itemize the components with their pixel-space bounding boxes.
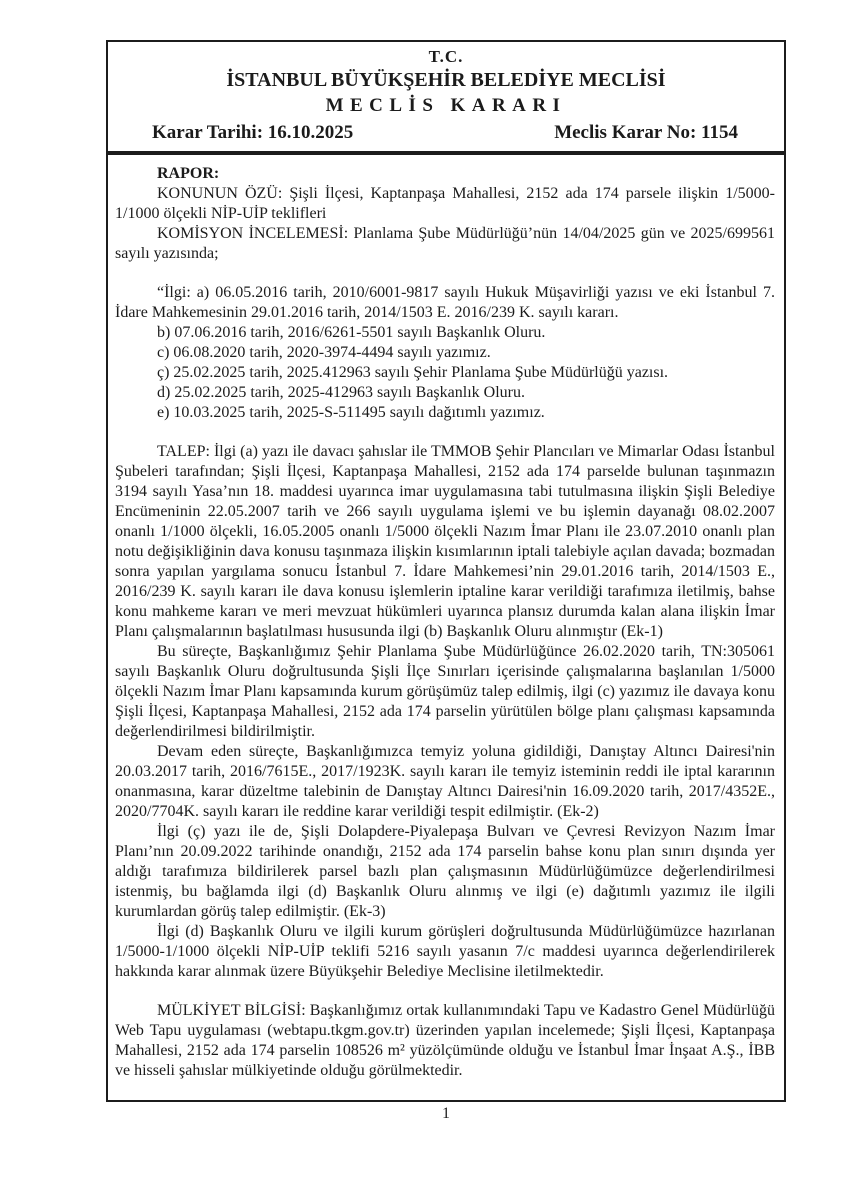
- paragraph-surec-danistay: Devam eden süreçte, Başkanlığımızca temyiz yoluna gidildiği, Danıştay Altıncı Dairesi'nin 20.03.2017 tarih, 2016/7615E., 2017/1923K. sayılı kararı ile temyiz isteminin reddi ile iptal kararının onanmasına, karar düzeltme talebinin de Danıştay Altıncı Dairesi'nin 16.09.2020 tarih, 2017/4352E., 2020/7704K. sayılı kararı ile reddine karar verildiği tespit edilmiştir. (Ek-2): [115, 743, 775, 820]
- paragraph-ilgi-d-olur: İlgi (d) Başkanlık Oluru ve ilgili kurum görüşleri doğrultusunda Müdürlüğümüzce hazırlanan 1/5000-1/1000 ölçekli NİP-UİP teklifi 5216 sayılı yasanın 7/c maddesi uyarınca değerlendirilerek hakkında karar alınmak üzere Büyükşehir Belediye Meclisine iletilmektedir.: [115, 923, 775, 980]
- paragraph-komisyon-incelemesi: KOMİSYON İNCELEMESİ: Planlama Şube Müdürlüğü’nün 14/04/2025 gün ve 2025/699561 sayılı yazısında;: [115, 225, 775, 262]
- report-body: [108, 155, 784, 1081]
- document-frame: [106, 40, 786, 1102]
- decision-date: Karar Tarihi: 16.10.2025: [152, 122, 354, 143]
- paragraph-talep: TALEP: İlgi (a) yazı ile davacı şahıslar ile TMMOB Şehir Plancıları ve Mimarlar Odası İstanbul Şubeleri tarafından; Şişli İlçesi, Kaptanpaşa Mahallesi, 2152 ada 174 parselde bulunan taşınmazın 3194 sayılı Yasa’nın 18. maddesi uyarınca imar uygulamasına tabi tutulmasına ilişkin Şişli Belediye Encümeninin 22.05.2007 tarih ve 266 sayılı uygulama işlemi ve bu işlemin dayanağı 08.02.2007 onanlı 1/1000 ölçekli, 16.05.2005 onanlı 1/5000 ölçekli Nazım İmar Planı ile 23.07.2010 onanlı plan notu değişikliğinin dava konusu taşınmaza ilişkin kısımlarının iptali talebiyle açılan davada; bozmadan sonra yapılan yargılama sonucu İstanbul 7. İdare Mahkemesi’nin 29.01.2016 tarih, 2014/1503 E., 2016/239 K. sayılı kararı ile dava konusu işlemlerin iptaline karar verildiği tarafımıza iletilmiş, bahse konu mahkeme kararı ve meri mevzuat hükümleri uyarınca plansız durumda kalan alana ilişkin İmar Planı çalışmalarının başlatılması hususunda ilgi (b) Başkanlık Oluru alınmıştır (Ek-1): [115, 443, 775, 640]
- paragraph-ilgi-c-cedilla: ç) 25.02.2025 tarih, 2025.412963 sayılı Şehir Planlama Şube Müdürlüğü yazısı.: [157, 364, 669, 381]
- organization-title: İSTANBUL BÜYÜKŞEHİR BELEDİYE MECLİSİ: [226, 69, 666, 91]
- paragraph-mulkiyet-bilgisi: MÜLKİYET BİLGİSİ: Başkanlığımız ortak kullanımındaki Tapu ve Kadastro Genel Müdürlüğü Web Tapu uygulaması (webtapu.tkgm.gov.tr) üzerinden yapılan incelemede; Şişli İlçesi, Kaptanpaşa Mahallesi, 2152 ada 174 parselin 108526 m² yüzölçümünde olduğu ve İstanbul İmar İnşaat A.Ş., İBB ve hisseli şahıslar mülkiyetinde olduğu görülmektedir.: [115, 1002, 775, 1079]
- paragraph-konu-ozu: KONUNUN ÖZÜ: Şişli İlçesi, Kaptanpaşa Mahallesi, 2152 ada 174 parsele ilişkin 1/5000-1/1000 ölçekli NİP-UİP teklifleri: [115, 185, 775, 222]
- paragraph-rapor-heading: RAPOR:: [157, 165, 220, 182]
- paragraph-ilgi-e: e) 10.03.2025 tarih, 2025-S-511495 sayılı dağıtımlı yazımız.: [157, 404, 545, 421]
- country-title: T.C.: [428, 47, 464, 66]
- decision-number: Meclis Karar No: 1154: [554, 122, 738, 143]
- paragraph-surec-baskanlik-oluru: Bu süreçte, Başkanlığımız Şehir Planlama Şube Müdürlüğünce 26.02.2020 tarih, TN:305061 sayılı Başkanlık Oluru doğrultusunda Şişli İlçe Sınırları içerisinde çalışmalarına başlanılan 1/5000 ölçekli Nazım İmar Planı kapsamında kurum görüşümüz talep edilmiş, ilgi (c) yazımız ile davaya konu Şişli İlçesi, Kaptanpaşa Mahallesi, 2152 ada 174 parselin yürütülen bölge planı çalışması kapsamında değerlendirilmesi bildirilmiştir.: [115, 643, 775, 740]
- paragraph-ilgi-d: d) 25.02.2025 tarih, 2025-412963 sayılı Başkanlık Oluru.: [157, 384, 525, 401]
- paragraph-ilgi-b: b) 07.06.2016 tarih, 2016/6261-5501 sayılı Başkanlık Oluru.: [157, 324, 546, 341]
- document-header: [108, 42, 784, 155]
- page-number: 1: [442, 1105, 450, 1122]
- paragraph-ilgi-c: c) 06.08.2020 tarih, 2020-3974-4494 sayılı yazımız.: [157, 344, 491, 361]
- document-type-title: MECLİS KARARI: [325, 95, 567, 116]
- decision-meta-row: [108, 118, 784, 155]
- paragraph-ilgi-a: “İlgi: a) 06.05.2016 tarih, 2010/6001-9817 sayılı Hukuk Müşavirliği yazısı ve eki İstanbul 7. İdare Mahkemesinin 29.01.2016 tarih, 2014/1503 E. 2016/239 K. sayılı kararı.: [115, 284, 775, 321]
- paragraph-ilgi-c-yazi: İlgi (ç) yazı ile de, Şişli Dolapdere-Piyalepaşa Bulvarı ve Çevresi Revizyon Nazım İmar Planı’nın 20.09.2022 tarihinde onandığı, 2152 ada 174 parselin bahse konu plan sınırı dışında yer aldığı tarafımıza bildirilerek parsel bazlı plan çalışmasının Müdürlüğümüzce değerlendirilmesi istenmiş, bu bağlamda ilgi (d) Başkanlık Oluru alınmış ve ilgi (e) dağıtımlı yazımız ile ilgili kurumlardan görüş talep edilmiştir. (Ek-3): [115, 823, 775, 920]
